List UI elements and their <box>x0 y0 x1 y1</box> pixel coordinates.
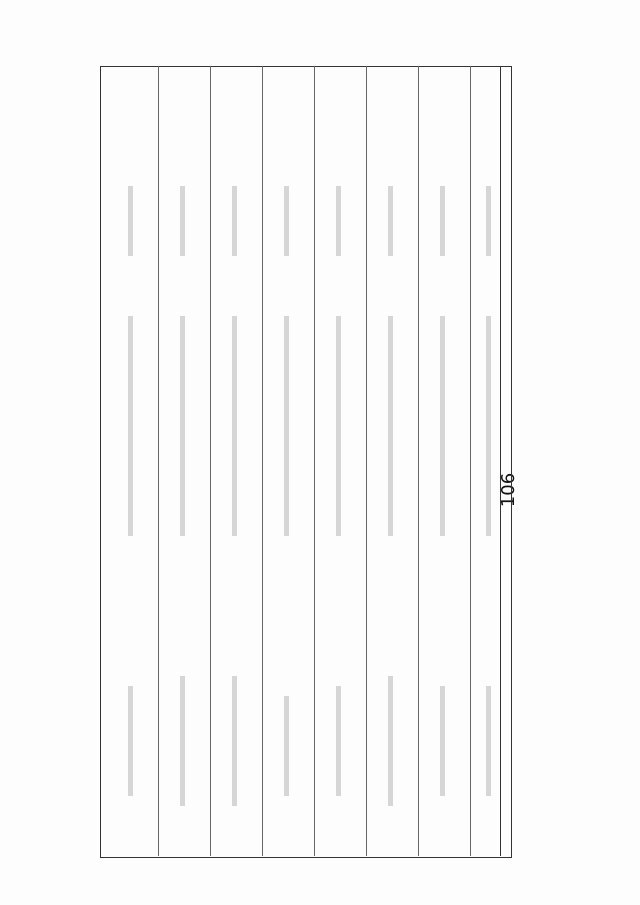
cell-placeholder <box>440 186 445 256</box>
table-row <box>270 66 310 856</box>
cell-placeholder <box>128 316 133 536</box>
cell-placeholder <box>180 316 185 536</box>
cell-placeholder <box>440 316 445 536</box>
column-number-header <box>500 66 511 856</box>
page-number: 106 <box>497 472 519 508</box>
table-row <box>478 66 498 856</box>
table-row <box>114 66 154 856</box>
cell-placeholder <box>128 186 133 256</box>
table-row <box>218 66 258 856</box>
cell-placeholder <box>336 686 341 796</box>
cell-placeholder <box>336 186 341 256</box>
cell-placeholder <box>232 316 237 536</box>
cell-placeholder <box>486 686 491 796</box>
cell-placeholder <box>486 186 491 256</box>
cell-placeholder <box>388 316 393 536</box>
cell-placeholder <box>440 686 445 796</box>
row-separator <box>314 66 315 856</box>
row-separator <box>210 66 211 856</box>
table-row <box>374 66 414 856</box>
row-separator <box>418 66 419 856</box>
cell-placeholder <box>232 676 237 806</box>
cell-placeholder <box>128 686 133 796</box>
row-separator <box>470 66 471 856</box>
row-separator <box>262 66 263 856</box>
cell-placeholder <box>232 186 237 256</box>
cell-placeholder <box>336 316 341 536</box>
cell-placeholder <box>284 696 289 796</box>
cell-placeholder <box>486 316 491 536</box>
table-row <box>426 66 466 856</box>
cell-placeholder <box>388 676 393 806</box>
row-separator <box>366 66 367 856</box>
table-row <box>322 66 362 856</box>
cell-placeholder <box>284 316 289 536</box>
row-separator <box>158 66 159 856</box>
cell-placeholder <box>388 186 393 256</box>
cell-placeholder <box>180 186 185 256</box>
cell-placeholder <box>284 186 289 256</box>
cell-placeholder <box>180 676 185 806</box>
table-row <box>166 66 206 856</box>
